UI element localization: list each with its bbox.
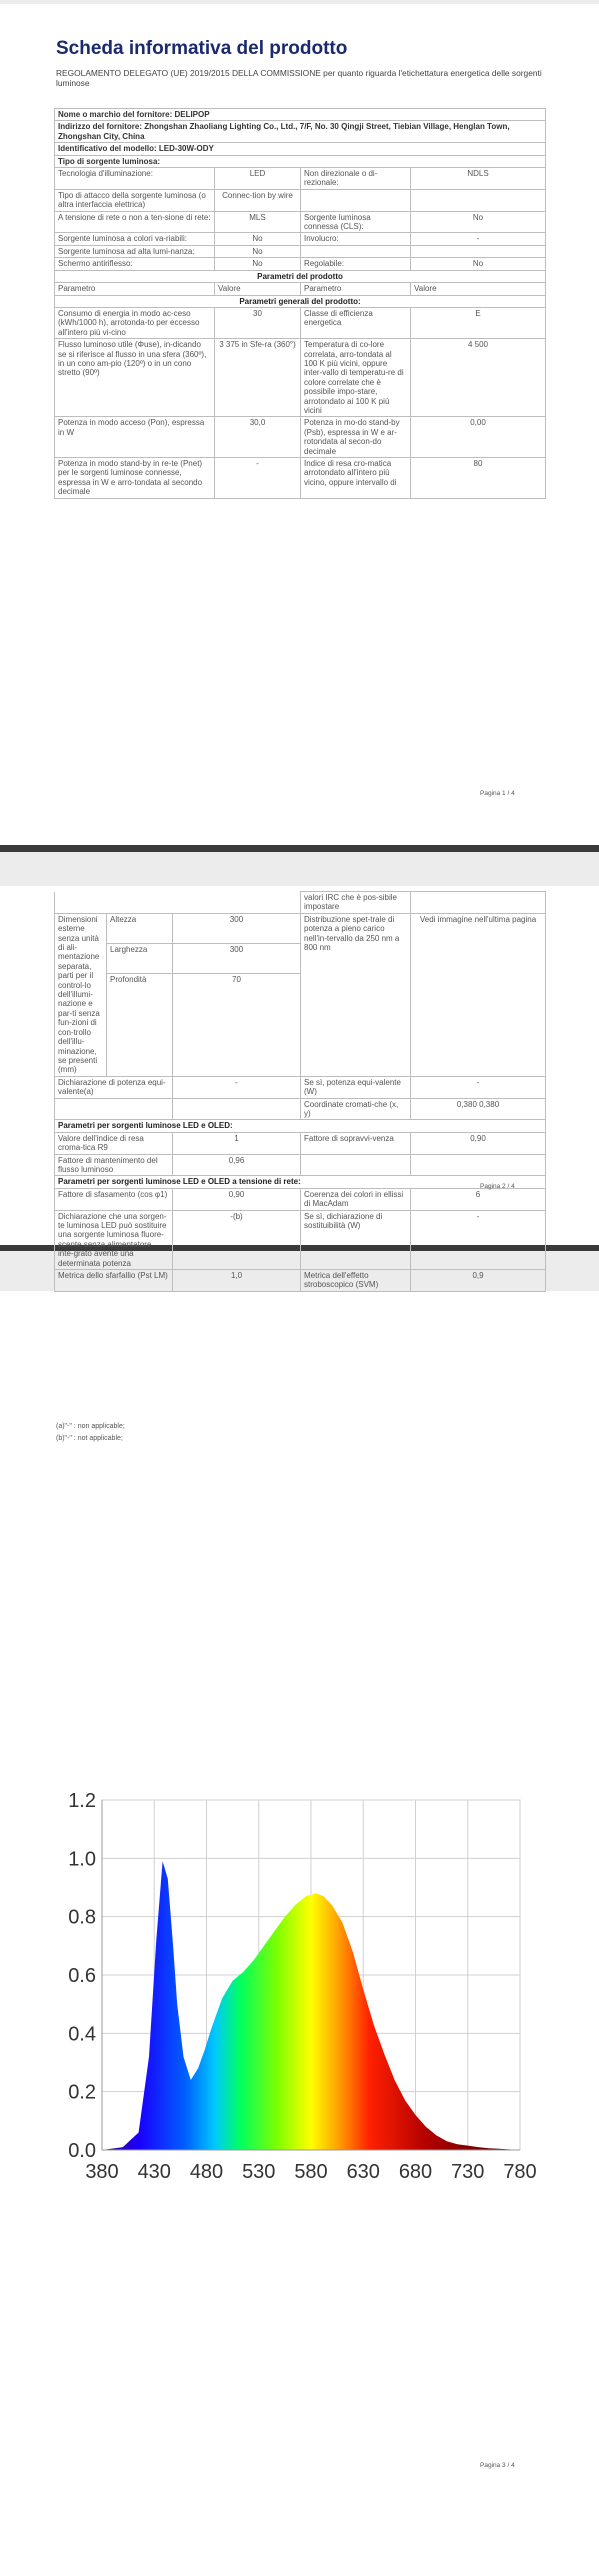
- page-gap: [0, 852, 599, 886]
- cell: [173, 1098, 301, 1120]
- column-header: Parametro: [55, 283, 215, 295]
- x-tick-label: 380: [85, 2161, 119, 2183]
- cell: Metrica dell'effetto stroboscopico (SVM): [301, 1270, 411, 1292]
- dimension-name: Altezza: [107, 913, 173, 943]
- y-tick-label: 0.2: [68, 2081, 96, 2104]
- cell: 3 375 in Sfe-ra (360°): [215, 339, 301, 417]
- cell: 0,00: [411, 417, 546, 458]
- cell: [411, 245, 546, 257]
- cell: 0,96: [173, 1154, 301, 1176]
- cell: 1,0: [173, 1270, 301, 1292]
- cell: Dichiarazione che una sorgen-te luminosa LED può sostituire una sorgente luminosa fluore-scente senza alimentatore inte-grato avente una determinata potenza: [55, 1210, 173, 1269]
- footnote-a: (a)"-" : non applicable;: [56, 1423, 125, 1430]
- column-header: Parametro: [301, 283, 411, 295]
- y-tick-label: 1.2: [68, 1790, 96, 1812]
- cell: Non direzionale o di-rezionale:: [301, 168, 411, 190]
- cell: Coerenza dei colori in ellissi di MacAdam: [301, 1188, 411, 1210]
- x-tick-label: 480: [189, 2161, 224, 2183]
- x-tick-label: 680: [398, 2161, 433, 2183]
- x-tick-label: 780: [503, 2161, 537, 2183]
- x-tick-label: 530: [242, 2161, 276, 2183]
- cell: [55, 1098, 173, 1120]
- cell: Connec-tion by wire: [215, 189, 301, 211]
- cell: MLS: [215, 211, 301, 233]
- cell: No: [215, 245, 301, 257]
- y-tick-label: 0.6: [68, 1965, 96, 1987]
- dimension-value: 300: [173, 913, 301, 943]
- params-header: Parametri del prodotto: [55, 270, 546, 282]
- cell: Flusso luminoso utile (Φuse), in-dicando se si riferisce al flusso in una sfera (360º), in un cono am-pio (120º) o in un cono stretto (90º): [55, 339, 215, 417]
- cell: Involucro:: [301, 233, 411, 245]
- cell: Potenza in modo stand-by in re-te (Pnet) per le sorgenti luminose connesse, espressa in W e arro-tondata al secondo decimale: [55, 458, 215, 499]
- page-number: Pagina 2 / 4: [480, 1183, 515, 1190]
- cell: Potenza in mo-do stand-by (Psb), espressa in W e ar-rotondata al secon-do decimale: [301, 417, 411, 458]
- mains-header: Parametri per sorgenti luminose LED e OLED a tensione di rete:: [55, 1176, 546, 1188]
- cell: Schermo antiriflesso:: [55, 258, 215, 270]
- cell: [411, 189, 546, 211]
- cell: Fattore di sfasamento (cos φ1): [55, 1188, 173, 1210]
- cell: Valore dell'indice di resa croma-tica R9: [55, 1132, 173, 1154]
- page-separator: [0, 845, 599, 852]
- source-type-header: Tipo di sorgente luminosa:: [55, 155, 546, 167]
- cell: Classe di efficienza energetica: [301, 307, 411, 338]
- cell: Dichiarazione di potenza equi-valente(a): [55, 1076, 173, 1098]
- cell: Distribuzione spet-trale di potenza a pieno carico nell'in-tervallo da 250 nm a 800 nm: [301, 913, 411, 1076]
- dimension-value: 70: [173, 973, 301, 1076]
- footnote-b: (b)"-" : not applicable;: [56, 1435, 123, 1442]
- cell: 4 500: [411, 339, 546, 417]
- cell: Fattore di sopravvi-venza: [301, 1132, 411, 1154]
- cell: 0,9: [411, 1270, 546, 1292]
- cell: Tipo di attacco della sorgente luminosa (o altra interfaccia elettrica): [55, 189, 215, 211]
- cell: -: [173, 1076, 301, 1098]
- cell: 30,0: [215, 417, 301, 458]
- led-oled-header: Parametri per sorgenti luminose LED e OLED:: [55, 1120, 546, 1132]
- cell: Regolabile:: [301, 258, 411, 270]
- cell: Potenza in modo acceso (Pon), espressa in W: [55, 417, 215, 458]
- cell: 0,90: [411, 1132, 546, 1154]
- cell: Consumo di energia in modo ac-ceso (kWh/1000 h), arrotonda-to per eccesso all'intero più vi-cino: [55, 307, 215, 338]
- cell: Indice di resa cro-matica arrotondato all'intero più vicino, oppure intervallo di: [301, 458, 411, 499]
- supplier-name: Nome o marchio del fornitore: DELIPOP: [55, 109, 546, 121]
- cell: Se sì, potenza equi-valente (W): [301, 1076, 411, 1098]
- cell: [411, 1154, 546, 1176]
- cell: [55, 892, 301, 914]
- general-params-header: Parametri generali del prodotto:: [55, 295, 546, 307]
- cell: A tensione di rete o non a ten-sione di rete:: [55, 211, 215, 233]
- cell: Temperatura di co-lore correlata, arro-tondata al 100 K più vicini, oppure inter-vallo di temperatu-re di colore correlate che è possibile impo-stare, arrotondato ai 100 K più vicini: [301, 339, 411, 417]
- product-info-table-continued: [54, 891, 546, 1292]
- page-gap: [0, 0, 599, 4]
- column-header: Valore: [411, 283, 546, 295]
- cell: -: [411, 233, 546, 245]
- cell: 0,380 0,380: [411, 1098, 546, 1120]
- cell: -: [215, 458, 301, 499]
- supplier-address: Indirizzo del fornitore: Zhongshan Zhaoliang Lighting Co., Ltd., 7/F, No. 30 Qingji Street, Tiebian Village, Henglan Town, Zhongshan City, China: [55, 121, 546, 143]
- column-header: Valore: [215, 283, 301, 295]
- cell: E: [411, 307, 546, 338]
- y-tick-label: 0.0: [68, 2140, 96, 2162]
- page-number: Pagina 1 / 4: [480, 790, 515, 797]
- cell: No: [411, 211, 546, 233]
- page-number: Pagina 3 / 4: [480, 2462, 515, 2469]
- dimension-name: Profondità: [107, 973, 173, 1076]
- model-identifier: Identificativo del modello: LED-30W-ODY: [55, 143, 546, 155]
- cell: Coordinate cromati-che (x, y): [301, 1098, 411, 1120]
- page-title: Scheda informativa del prodotto: [56, 38, 348, 59]
- cell: valori IRC che è pos-sibile impostare: [301, 892, 411, 914]
- cell: Tecnologia d'illuminazione:: [55, 168, 215, 190]
- y-tick-label: 0.8: [68, 1906, 96, 1929]
- cell: -: [411, 1076, 546, 1098]
- dimension-value: 300: [173, 943, 301, 973]
- cell: [301, 189, 411, 211]
- cell: Fattore di mantenimento del flusso luminoso: [55, 1154, 173, 1176]
- x-tick-label: 630: [346, 2161, 380, 2183]
- spectral-distribution-chart: [50, 1780, 550, 2230]
- cell: Sorgente luminosa a colori va-riabili:: [55, 233, 215, 245]
- x-tick-label: 580: [294, 2161, 328, 2183]
- x-tick-label: 430: [137, 2161, 171, 2183]
- cell: No: [215, 233, 301, 245]
- cell: Sorgente luminosa connessa (CLS):: [301, 211, 411, 233]
- dimensions-label: Dimensioni esterne senza unità di ali-mentazione separata, parti per il control-lo dell'illumi-nazione e par-ti senza fun-zioni di con-trollo dell'illu-minazione, se presenti (mm): [55, 913, 107, 1076]
- cell: -(b): [173, 1210, 301, 1269]
- cell: 80: [411, 458, 546, 499]
- cell: Sorgente luminosa ad alta lumi-nanza:: [55, 245, 215, 257]
- cell: 30: [215, 307, 301, 338]
- product-info-table: [54, 108, 546, 499]
- y-tick-label: 1.0: [68, 1848, 96, 1871]
- cell: 6: [411, 1188, 546, 1210]
- cell: [411, 892, 546, 914]
- y-tick-label: 0.4: [68, 2023, 96, 2046]
- cell: Se sì, dichiarazione di sostituibilità (W): [301, 1210, 411, 1269]
- cell: [301, 245, 411, 257]
- cell: [301, 1154, 411, 1176]
- cell: Metrica dello sfarfallio (Pst LM): [55, 1270, 173, 1292]
- regulation-intro: REGOLAMENTO DELEGATO (UE) 2019/2015 DELLA COMMISSIONE per quanto riguarda l'etichettatura energetica delle sorgenti luminose: [56, 68, 542, 88]
- cell: -: [411, 1210, 546, 1269]
- cell: LED: [215, 168, 301, 190]
- cell: Vedi immagine nell'ultima pagina: [411, 913, 546, 1076]
- dimension-name: Larghezza: [107, 943, 173, 973]
- cell: 1: [173, 1132, 301, 1154]
- cell: NDLS: [411, 168, 546, 190]
- x-tick-label: 730: [451, 2161, 485, 2183]
- cell: No: [215, 258, 301, 270]
- cell: 0,90: [173, 1188, 301, 1210]
- cell: No: [411, 258, 546, 270]
